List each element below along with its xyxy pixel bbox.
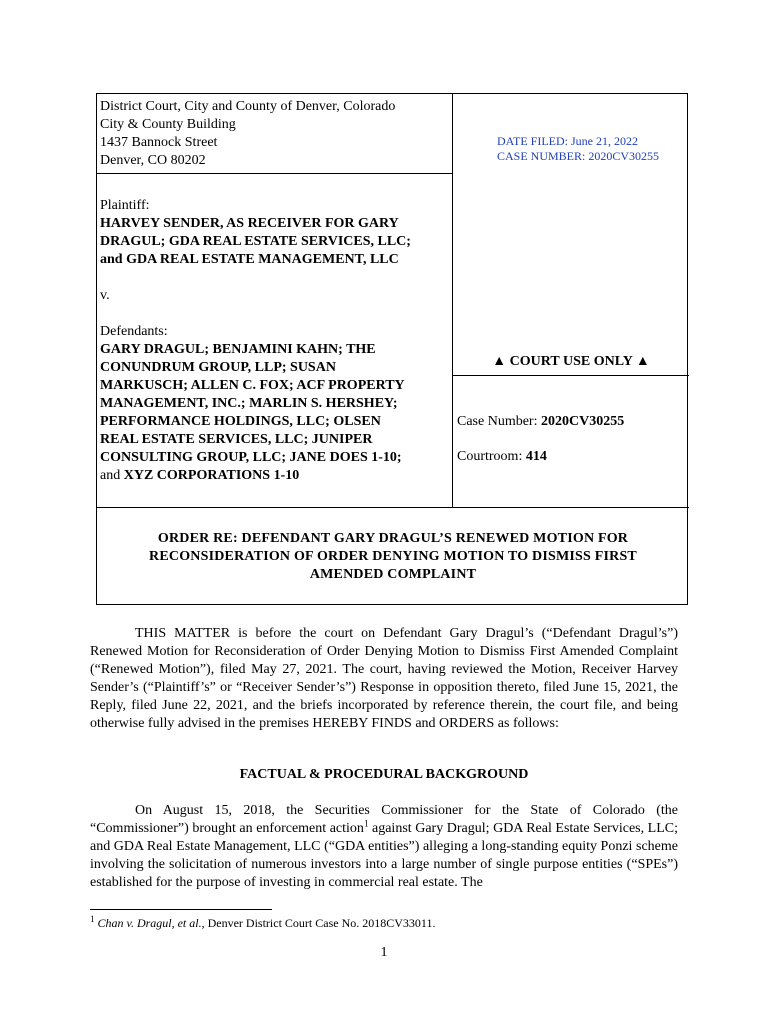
defendant-name: GARY DRAGUL; BENJAMINI KAHN; THE [100,342,376,357]
case-number-line: Case Number: 2020CV30255 [457,414,625,429]
defendant-name-last: and XYZ CORPORATIONS 1-10 [100,468,300,483]
plaintiff-label: Plaintiff: [100,198,150,213]
court-use-only-label: ▲ COURT USE ONLY ▲ [453,353,689,376]
defendant-name: MANAGEMENT, INC.; MARLIN S. HERSHEY; [100,396,398,411]
courtroom-line: Courtroom: 414 [457,449,547,464]
section-heading: FACTUAL & PROCEDURAL BACKGROUND [239,767,529,782]
footnote-reference[interactable]: 1 [363,818,369,829]
footnote-divider [90,909,272,910]
plaintiff-name: HARVEY SENDER, AS RECEIVER FOR GARY [100,216,399,231]
plaintiff-name: and GDA REAL ESTATE MANAGEMENT, LLC [100,252,399,267]
court-address-cell [97,94,453,174]
court-street: 1437 Bannock Street [100,135,218,150]
stamp-case-number: CASE NUMBER: 2020CV30255 [497,149,660,163]
defendant-name: CONSULTING GROUP, LLC; JANE DOES 1-10; [100,450,402,465]
defendant-name: REAL ESTATE SERVICES, LLC; JUNIPER [100,432,373,447]
court-use-cell [453,174,689,507]
defendant-name: CONUNDRUM GROUP, LLP; SUSAN [100,360,336,375]
parties-cell [97,174,453,507]
court-name: District Court, City and County of Denver, Colorado [100,99,396,114]
intro-paragraph: THIS MATTER is before the court on Defendant Gary Dragul’s (“Defendant Dragul’s”) Renewed Motion for Reconsideration of Order Denying Motion to Dismiss First Amended Complaint (“Renewed Motion”), filed May 27, 2021. The court, having reviewed the Motion, Receiver Harvey Sender’s (“Plaintiff’s” or “Receiver Sender’s”) Response in opposition thereto, filed June 15, 2021, the Reply, filed June 22, 2021, and the briefs incorporated by reference therein, the court file, and being otherwise fully advised in the premises HEREBY FINDS and ORDERS as follows: [90,626,678,731]
filing-stamp [453,94,689,174]
page-number: 1 [380,945,388,960]
background-paragraph: On August 15, 2018, the Securities Commissioner for the State of Colorado (the “Commissioner”) brought an enforcement action$^1$ against Gary Dragul; GDA Real Estate Services, LLC; and GDA Real Estate Management, LLC (“GDA entities”) alleging a long-standing equity Ponzi scheme involving the solicitation of numerous investors into a large number of single purpose entities (“SPEs”) established for the purpose of investing in commercial real estate. The [90,803,678,890]
date-filed: DATE FILED: June 21, 2022 [497,134,638,148]
defendant-name: MARKUSCH; ALLEN C. FOX; ACF PROPERTY [100,378,405,393]
plaintiff-name: DRAGUL; GDA REAL ESTATE SERVICES, LLC; [100,234,411,249]
versus: v. [100,288,110,303]
court-building: City & County Building [100,117,236,132]
defendant-name: PERFORMANCE HOLDINGS, LLC; OLSEN [100,414,381,429]
order-title: ORDER RE: DEFENDANT GARY DRAGUL’S RENEWED MOTION FOR RECONSIDERATION OF ORDER DENYING MOTION TO DISMISS FIRST AMENDED COMPLAINT [97,507,689,606]
defendants-label: Defendants: [100,324,168,339]
case-caption-table [96,93,688,605]
footnote: $^1$ Chan v. Dragul, et al., Denver District Court Case No. 2018CV33011. [90,914,436,930]
court-city: Denver, CO 80202 [100,153,206,168]
